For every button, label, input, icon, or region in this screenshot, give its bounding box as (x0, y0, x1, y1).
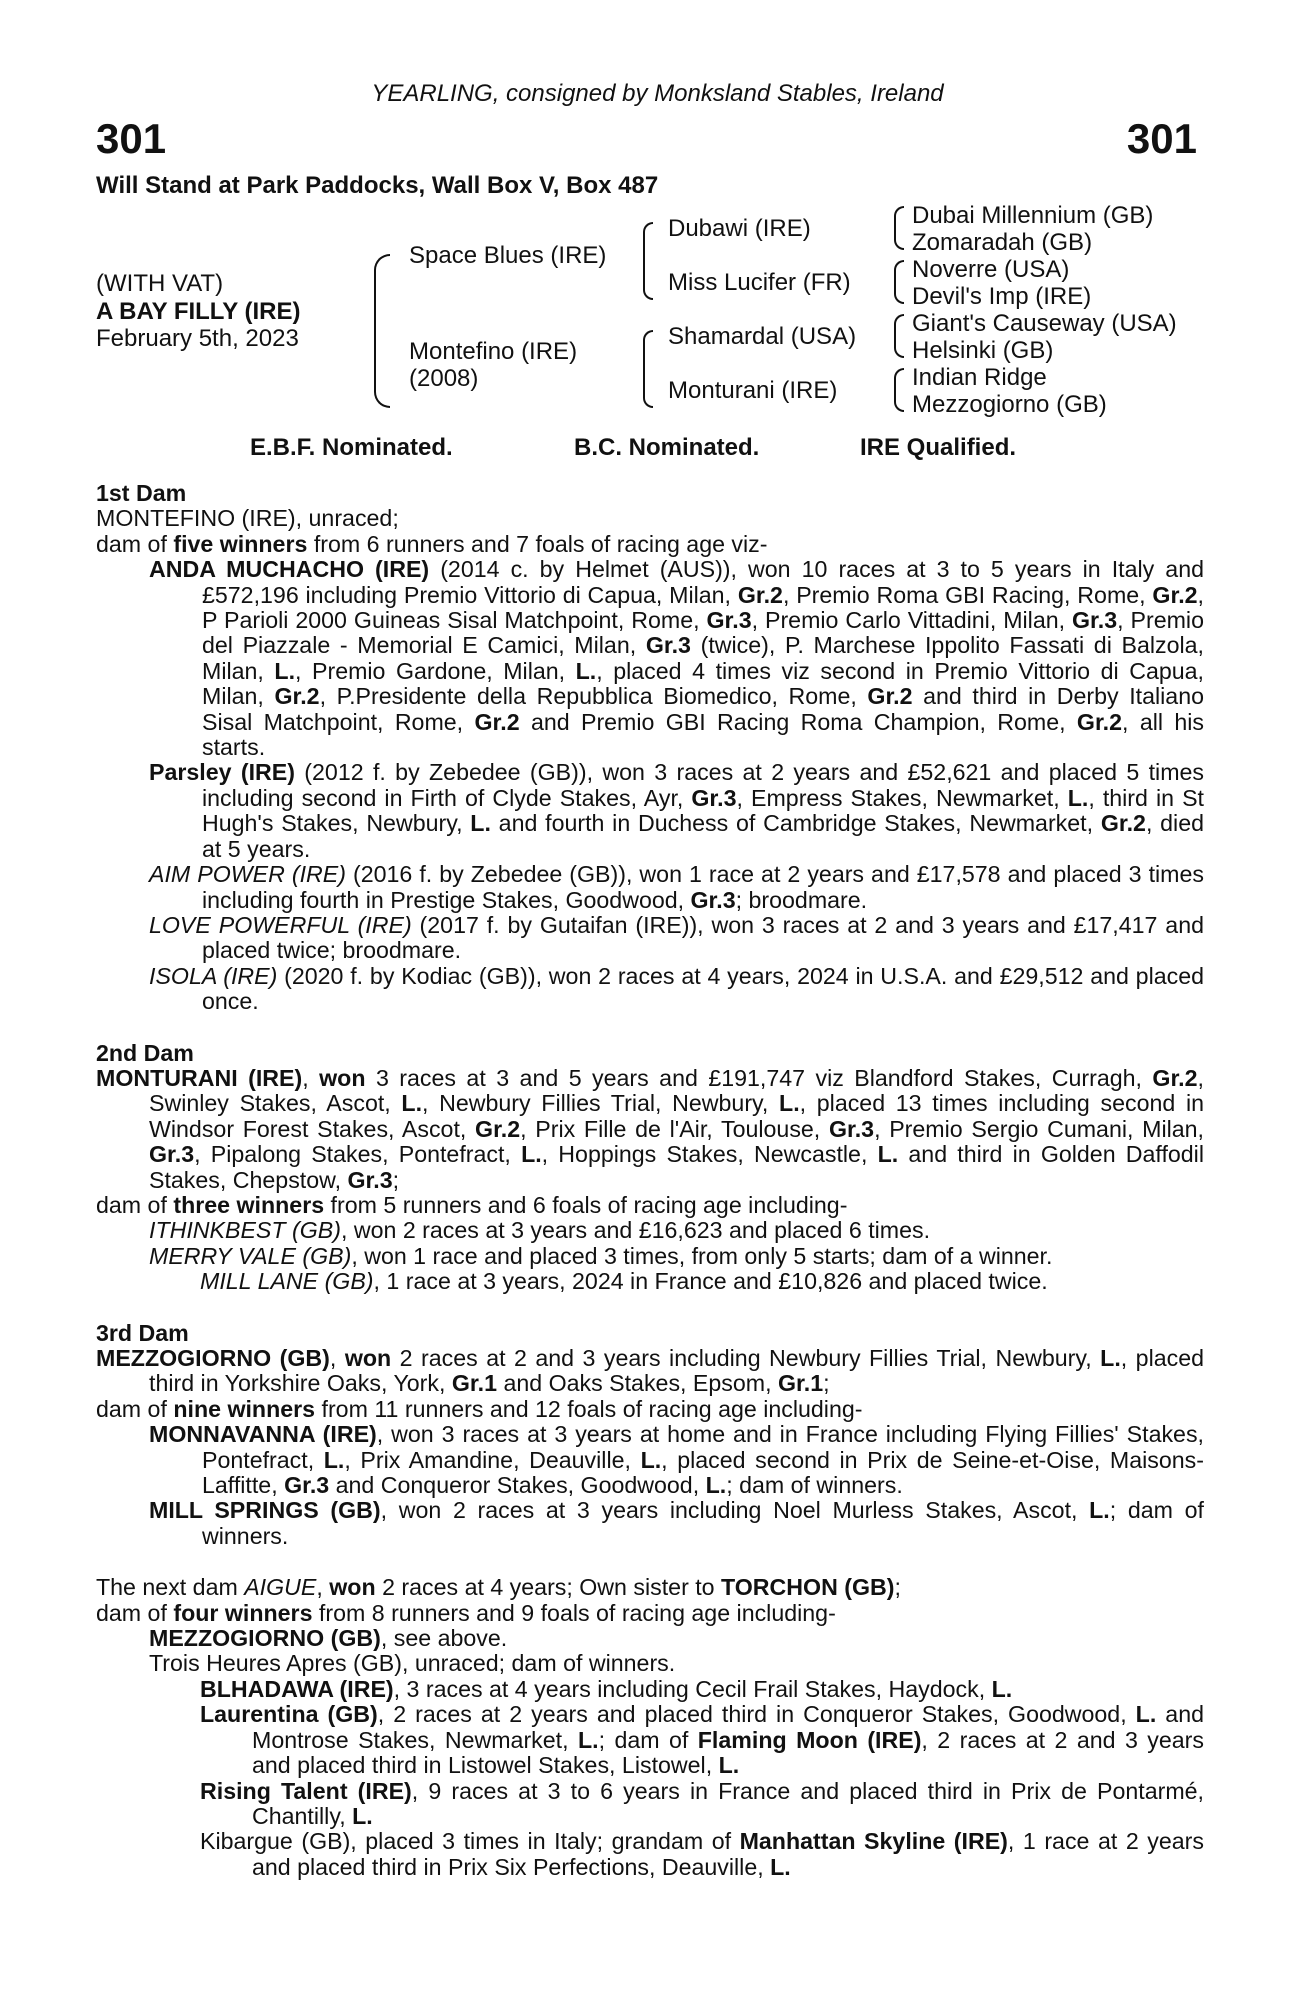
ancestor-1: Dubai Millennium (GB) (912, 202, 1154, 229)
ancestor-6: Helsinki (GB) (912, 337, 1054, 364)
ancestor-4: Devil's Imp (IRE) (912, 283, 1092, 310)
ebf-nominated: E.B.F. Nominated. (250, 434, 453, 461)
vat-label: (WITH VAT) (96, 270, 224, 297)
sire-dam: Miss Lucifer (FR) (668, 269, 851, 296)
produce-aim-power: AIM POWER (IRE) (2016 f. by Zebedee (GB)), won 1 race at 2 years and £17,578 and placed 3 times including fourth in Prestige Stakes, Goodwood, Gr.3; broodmare. (149, 861, 1204, 913)
third-dam-title: 3rd Dam (96, 1319, 189, 1346)
produce-kibargue: Kibargue (GB), placed 3 times in Italy; grandam of Manhattan Skyline (IRE), 1 race at 2 years and placed third in Prix Six Perfections, Deauville, L. (200, 1828, 1204, 1880)
second-dam-produce: dam of three winners from 5 runners and 6 foals of racing age including- (96, 1191, 848, 1218)
first-dam-produce: dam of five winners from 6 runners and 7 foals of racing age viz- (96, 530, 768, 557)
dam-sire: Shamardal (USA) (668, 323, 857, 350)
consignor-line: YEARLING, consigned by Monksland Stables, Ireland (371, 80, 944, 107)
ancestor-5: Giant's Causeway (USA) (912, 310, 1177, 337)
catalogue-body (96, 481, 1204, 1880)
sire-sire: Dubawi (IRE) (668, 215, 811, 242)
stand-location: Will Stand at Park Paddocks, Wall Box V, Box 487 (96, 172, 659, 199)
produce-merry-vale: MERRY VALE (GB), won 1 race and placed 3 times, from only 5 starts; dam of a winner. (149, 1242, 1053, 1269)
lot-number-left: 301 (96, 115, 167, 162)
ancestor-3: Noverre (USA) (912, 256, 1070, 283)
dam-dam: Monturani (IRE) (668, 377, 838, 404)
first-dam-line: MONTEFINO (IRE), unraced; (96, 505, 399, 532)
produce-anda-muchacho: ANDA MUCHACHO (IRE) (2014 c. by Helmet (AUS)), won 10 races at 3 to 5 years in Italy and £572,196 including Premio Vittorio di Capua, Milan, Gr.2, Premio Roma GBI Racing, Rome, Gr.2, P Parioli 2000 Guineas Sisal Matchpoint, Rome, Gr.3, Premio Carlo Vittadini, Milan, Gr.3, Premio del Piazzale - Memorial E Camici, Milan, Gr.3 (twice), P. Marchese Ippolito Fassati di Balzola, Milan, L., Premio Gardone, Milan, L., placed 4 times viz second in Premio Vittorio di Capua, Milan, Gr.2, P.Presidente della Repubblica Biomedico, Rome, Gr.2 and third in Derby Italiano Sisal Matchpoint, Rome, Gr.2 and Premio GBI Racing Roma Champion, Rome, Gr.2, all his starts. (149, 556, 1205, 761)
bracket-g2 (894, 260, 904, 304)
lot-number-right: 301 (1126, 115, 1197, 162)
bracket-sire (643, 222, 653, 300)
next-dam-record: The next dam AIGUE, won 2 races at 4 years; Own sister to TORCHON (GB); (96, 1574, 901, 1601)
produce-monnavanna: MONNAVANNA (IRE), won 3 races at 3 years at home and in France including Flying Fillies' Stakes, Pontefract, L., Prix Amandine, Deauville, L., placed second in Prix de Seine-et-Oise, Maisons-Laffitte, Gr.3 and Conqueror Stakes, Goodwood, L.; dam of winners. (149, 1421, 1204, 1499)
bracket-dam (643, 330, 653, 408)
ancestor-8: Mezzogiorno (GB) (912, 391, 1107, 418)
produce-laurentina: Laurentina (GB), 2 races at 2 years and placed third in Conqueror Stakes, Goodwood, L. and Montrose Stakes, Newmarket, L.; dam of Flaming Moon (IRE), 2 races at 2 and 3 years and placed third in Listowel Stakes, Listowel, L. (200, 1701, 1204, 1779)
first-dam-title: 1st Dam (96, 480, 187, 506)
dam-year: (2008) (409, 365, 479, 392)
horse-name: A BAY FILLY (IRE) (96, 298, 301, 325)
second-dam-title: 2nd Dam (96, 1039, 194, 1066)
produce-parsley: Parsley (IRE) (2012 f. by Zebedee (GB)), won 3 races at 2 years and £52,621 and placed 5 times including second in Firth of Clyde Stakes, Ayr, Gr.3, Empress Stakes, Newmarket, L., third in St Hugh's Stakes, Newbury, L. and fourth in Duchess of Cambridge Stakes, Newmarket, Gr.2, died at 5 years. (149, 759, 1204, 862)
bracket-main (374, 254, 390, 408)
produce-mezzogiorno: MEZZOGIORNO (GB), see above. (149, 1625, 508, 1652)
ancestor-2: Zomaradah (GB) (912, 229, 1093, 256)
produce-rising-talent: Rising Talent (IRE), 9 races at 3 to 6 years in France and placed third in Prix de Pontarmé, Chantilly, L. (200, 1777, 1204, 1829)
next-dam-produce: dam of four winners from 8 runners and 9 foals of racing age including- (96, 1599, 836, 1626)
produce-blhadawa: BLHADAWA (IRE), 3 races at 4 years including Cecil Frail Stakes, Haydock, L. (200, 1675, 1013, 1702)
produce-trois-heures-apres: Trois Heures Apres (GB), unraced; dam of winners. (149, 1650, 676, 1677)
second-dam-record: MONTURANI (IRE), won 3 races at 3 and 5 years and £191,747 viz Blandford Stakes, Curragh, Gr.2, Swinley Stakes, Ascot, L., Newbury Fillies Trial, Newbury, L., placed 13 times including second in Windsor Forest Stakes, Ascot, Gr.2, Prix Fille de l'Air, Toulouse, Gr.3, Premio Sergio Cumani, Milan, Gr.3, Pipalong Stakes, Pontefract, L., Hoppings Stakes, Newcastle, L. and third in Golden Daffodil Stakes, Chepstow, Gr.3; (96, 1064, 1204, 1193)
produce-love-powerful: LOVE POWERFUL (IRE) (2017 f. by Gutaifan (IRE)), won 3 races at 2 and 3 years and £17,417 and placed twice; broodmare. (149, 911, 1204, 964)
produce-isola: ISOLA (IRE) (2020 f. by Kodiac (GB)), won 2 races at 4 years, 2024 in U.S.A. and £29,512 and placed once. (149, 962, 1205, 1015)
bracket-g4 (894, 368, 904, 412)
produce-mill-lane: MILL LANE (GB), 1 race at 3 years, 2024 in France and £10,826 and placed twice. (200, 1268, 1048, 1295)
third-dam-produce: dam of nine winners from 11 runners and 12 foals of racing age including- (96, 1395, 863, 1422)
dam: Montefino (IRE) (409, 338, 578, 365)
produce-mill-springs: MILL SPRINGS (GB), won 2 races at 3 years including Noel Murless Stakes, Ascot, L.; dam of winners. (149, 1497, 1204, 1549)
bc-nominated: B.C. Nominated. (574, 434, 760, 461)
foaling-date: February 5th, 2023 (96, 325, 299, 352)
ancestor-7: Indian Ridge (912, 364, 1047, 391)
bracket-g1 (894, 206, 904, 250)
third-dam-record: MEZZOGIORNO (GB), won 2 races at 2 and 3 years including Newbury Fillies Trial, Newbury, L., placed third in Yorkshire Oaks, York, Gr.1 and Oaks Stakes, Epsom, Gr.1; (96, 1345, 1205, 1397)
produce-ithinkbest: ITHINKBEST (GB), won 2 races at 3 years and £16,623 and placed 6 times. (149, 1217, 931, 1244)
ire-qualified: IRE Qualified. (860, 434, 1017, 461)
bracket-g3 (894, 314, 904, 358)
sire: Space Blues (IRE) (409, 242, 607, 269)
